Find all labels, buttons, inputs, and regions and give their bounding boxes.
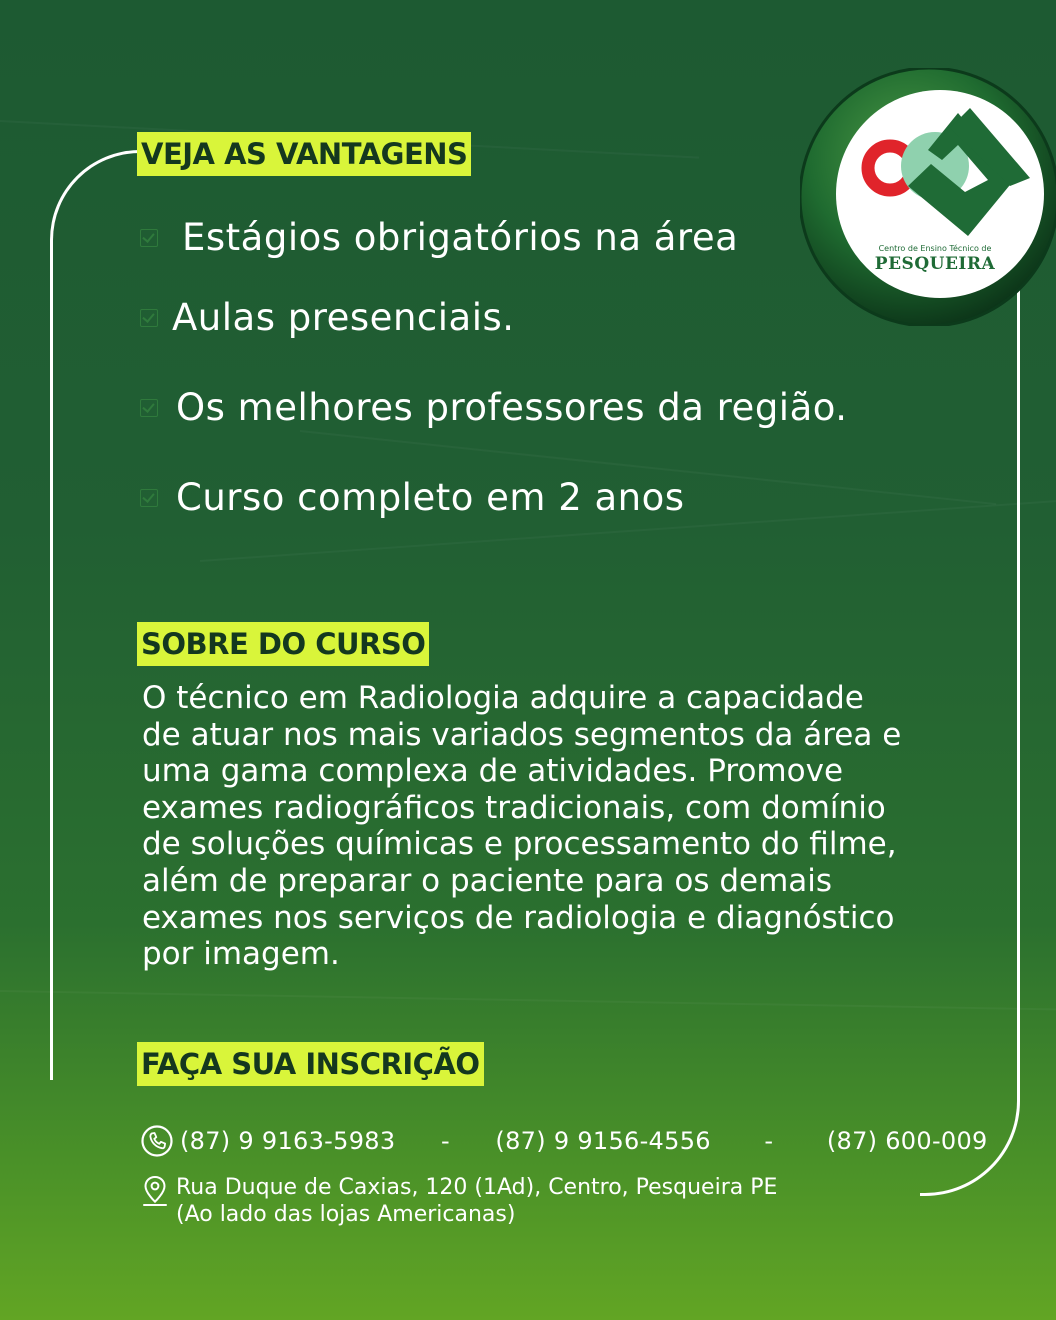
advantage-text: Estágios obrigatórios na área <box>182 216 739 259</box>
address-note: (Ao lado das lojas Americanas) <box>176 1202 516 1227</box>
checkbox-icon <box>140 229 158 247</box>
advantage-item <box>140 296 515 339</box>
logo-name: PESQUEIRA <box>874 254 996 274</box>
phone-separator: - <box>764 1127 774 1155</box>
advantage-item <box>140 476 685 519</box>
advantage-item <box>140 216 738 259</box>
address <box>176 1174 777 1228</box>
texture-crease <box>0 990 1056 1010</box>
advantage-text: Curso completo em 2 anos <box>176 476 685 519</box>
about-heading: SOBRE DO CURSO <box>137 622 429 666</box>
advantages-heading: VEJA AS VANTAGENS <box>137 132 471 176</box>
phone-row <box>140 1124 988 1158</box>
location-pin-icon <box>140 1174 170 1208</box>
frame-line-left <box>50 150 140 1080</box>
signup-heading: FAÇA SUA INSCRIÇÃO <box>137 1042 484 1086</box>
about-description: O técnico em Radiologia adquire a capacidade de atuar nos mais variados segmentos da área e uma gama complexa de atividades. Promove exames radiográficos tradicionais, com domínio de soluções químicas e processamento do filme, além de preparar o paciente para os demais exames nos serviços de radiologia e diagnóstico por imagem. <box>142 680 902 973</box>
advantage-item <box>140 386 848 429</box>
checkbox-icon <box>140 489 158 507</box>
address-line: Rua Duque de Caxias, 120 (1Ad), Centro, Pesqueira PE <box>176 1175 778 1200</box>
school-logo <box>800 68 1056 326</box>
phone-separator: - <box>440 1127 450 1155</box>
phone-number[interactable]: (87) 9 9156-4556 <box>495 1127 711 1155</box>
checkbox-icon <box>140 399 158 417</box>
phone-icon <box>140 1124 174 1158</box>
advantage-text: Aulas presenciais. <box>172 296 515 339</box>
phone-number[interactable]: (87) 600-009 <box>826 1127 988 1155</box>
phone-number[interactable]: (87) 9 9163-5983 <box>180 1127 396 1155</box>
logo-subtitle: Centro de Ensino Técnico de <box>878 244 992 253</box>
checkbox-icon <box>140 309 158 327</box>
advantage-text: Os melhores professores da região. <box>176 386 848 429</box>
